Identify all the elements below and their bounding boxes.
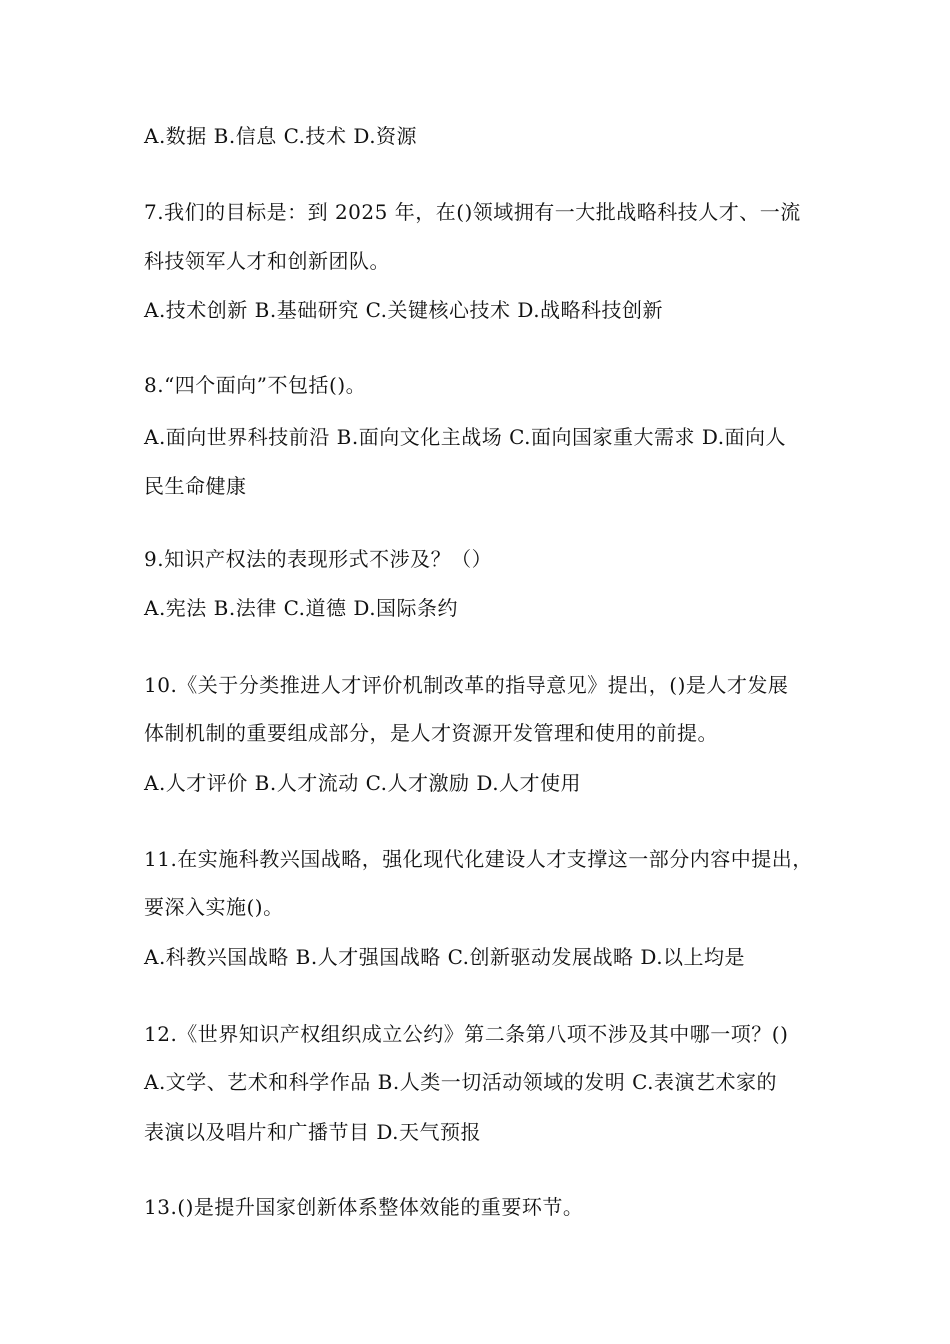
q8-question: 8.“四个面向”不包括()。 [144,373,367,397]
q6-options: A.数据 B.信息 C.技术 D.资源 [144,124,418,148]
q12-options-line1: A.文学、艺术和科学作品 B.人类一切活动领域的发明 C.表演艺术家的 [144,1070,778,1094]
q7-options: A.技术创新 B.基础研究 C.关键核心技术 D.战略科技创新 [144,298,664,322]
q10-question-line1: 10.《关于分类推进人才评价机制改革的指导意见》提出，()是人才发展 [144,673,789,697]
q9-options: A.宪法 B.法律 C.道德 D.国际条约 [144,596,459,620]
q7-question-line2: 科技领军人才和创新团队。 [144,249,390,273]
q11-options: A.科教兴国战略 B.人才强国战略 C.创新驱动发展战略 D.以上均是 [144,945,746,969]
q10-question-line2: 体制机制的重要组成部分，是人才资源开发管理和使用的前提。 [144,721,718,745]
q12-options-line2: 表演以及唱片和广播节目 D.天气预报 [144,1120,482,1144]
q7-question-line1: 7.我们的目标是：到 2025 年，在()领域拥有一大批战略科技人才、一流 [144,200,801,224]
q10-options: A.人才评价 B.人才流动 C.人才激励 D.人才使用 [144,771,582,795]
q12-question: 12.《世界知识产权组织成立公约》第二条第八项不涉及其中哪一项？() [144,1022,789,1046]
q9-question: 9.知识产权法的表现形式不涉及？（） [144,547,493,571]
q11-question-line2: 要深入实施()。 [144,895,284,919]
q8-options-line1: A.面向世界科技前沿 B.面向文化主战场 C.面向国家重大需求 D.面向人 [144,425,787,449]
q13-question: 13.()是提升国家创新体系整体效能的重要环节。 [144,1195,584,1219]
q8-options-line2: 民生命健康 [144,474,247,498]
q11-question-line1: 11.在实施科教兴国战略，强化现代化建设人才支撑这一部分内容中提出， [144,847,813,871]
